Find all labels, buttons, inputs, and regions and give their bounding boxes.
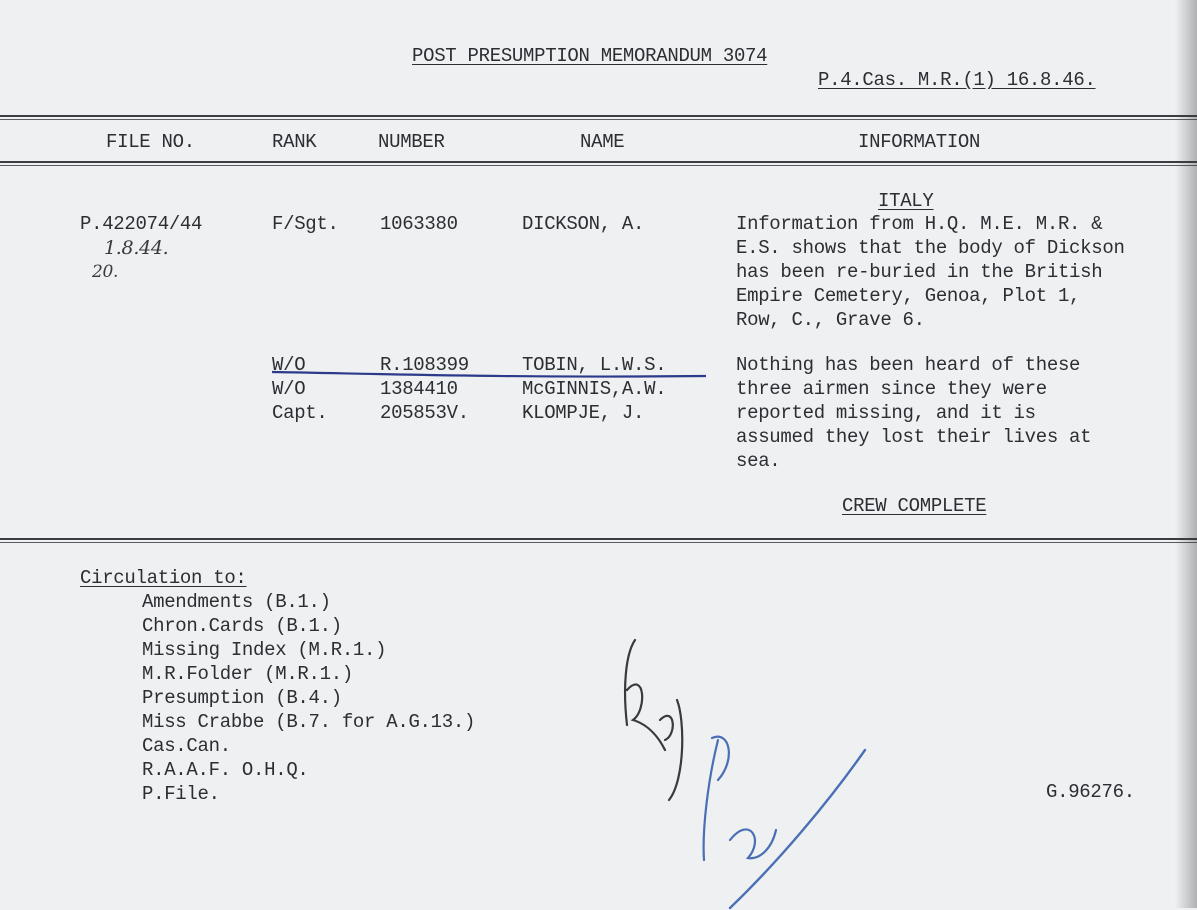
section-rule (0, 538, 1197, 540)
section-rule-2 (0, 542, 1197, 543)
entry2-number: 205853V. (380, 402, 469, 424)
circulation-item: R.A.A.F. O.H.Q. (142, 759, 309, 781)
circulation-heading: Circulation to: (80, 567, 247, 589)
entry1-information (736, 212, 1125, 332)
circulation-list (142, 590, 475, 806)
entry2-info-line: reported missing, and it is (736, 402, 1036, 424)
circulation-item: Miss Crabbe (B.7. for A.G.13.) (142, 711, 476, 733)
entry2-name: TOBIN, L.W.S. (522, 354, 667, 376)
entry1-rank: F/Sgt. (272, 213, 339, 235)
entry2-number: R.108399 (380, 354, 469, 376)
header-rule-top-2 (0, 119, 1197, 120)
memo-reference: P.4.Cas. M.R.(1) 16.8.46. (818, 69, 1096, 91)
header-rule-bottom (0, 161, 1197, 163)
entry1-info-line: Information from H.Q. M.E. M.R. & (736, 213, 1103, 235)
scan-edge-shadow (1175, 0, 1197, 908)
entry1-info-line: Empire Cemetery, Genoa, Plot 1, (736, 285, 1081, 307)
memo-title: POST PRESUMPTION MEMORANDUM 3074 (412, 45, 768, 67)
entry1-info-line: Row, C., Grave 6. (736, 309, 925, 331)
entry2-rank: Capt. (272, 402, 328, 424)
handwritten-initials-2 (690, 720, 880, 910)
header-rule-bottom-2 (0, 165, 1197, 166)
column-header-information: INFORMATION (858, 131, 981, 153)
entry1-number: 1063380 (380, 213, 458, 235)
entry1-info-line: has been re-buried in the British (736, 261, 1103, 283)
entry1-region: ITALY (878, 190, 934, 212)
circulation-item: Missing Index (M.R.1.) (142, 639, 387, 661)
header-rule-top (0, 115, 1197, 117)
entry2-number: 1384410 (380, 378, 458, 400)
circulation-item: Chron.Cards (B.1.) (142, 615, 342, 637)
column-header-number: NUMBER (378, 131, 445, 153)
entry2-info-line: three airmen since they were (736, 378, 1047, 400)
entry1-info-line: E.S. shows that the body of Dickson (736, 237, 1125, 259)
circulation-item: Amendments (B.1.) (142, 591, 331, 613)
entry1-name: DICKSON, A. (522, 213, 645, 235)
entry2-info-line: assumed they lost their lives at (736, 426, 1092, 448)
entry1-file-no: P.422074/44 (80, 213, 203, 235)
column-header-rank: RANK (272, 131, 317, 153)
circulation-item: M.R.Folder (M.R.1.) (142, 663, 353, 685)
circulation-item: Presumption (B.4.) (142, 687, 342, 709)
entry2-information (736, 353, 1091, 473)
entry2-rank: W/O (272, 378, 306, 400)
entry2-rank: W/O (272, 354, 306, 376)
handwritten-initials-1 (605, 630, 695, 810)
entry1-file-note: 20. (92, 262, 119, 282)
entry2-info-line: Nothing has been heard of these (736, 354, 1081, 376)
column-header-name: NAME (580, 131, 625, 153)
entry2-info-line: sea. (736, 450, 781, 472)
circulation-item: Cas.Can. (142, 735, 231, 757)
entry2-name: McGINNIS,A.W. (522, 378, 667, 400)
circulation-item: P.File. (142, 783, 220, 805)
form-number: G.96276. (1046, 781, 1135, 803)
entry1-file-date: 1.8.44. (104, 237, 169, 259)
column-header-file-no: FILE NO. (106, 131, 195, 153)
crew-complete-label: CREW COMPLETE (842, 495, 987, 517)
entry2-name: KLOMPJE, J. (522, 402, 645, 424)
ink-strike-line (270, 364, 710, 384)
